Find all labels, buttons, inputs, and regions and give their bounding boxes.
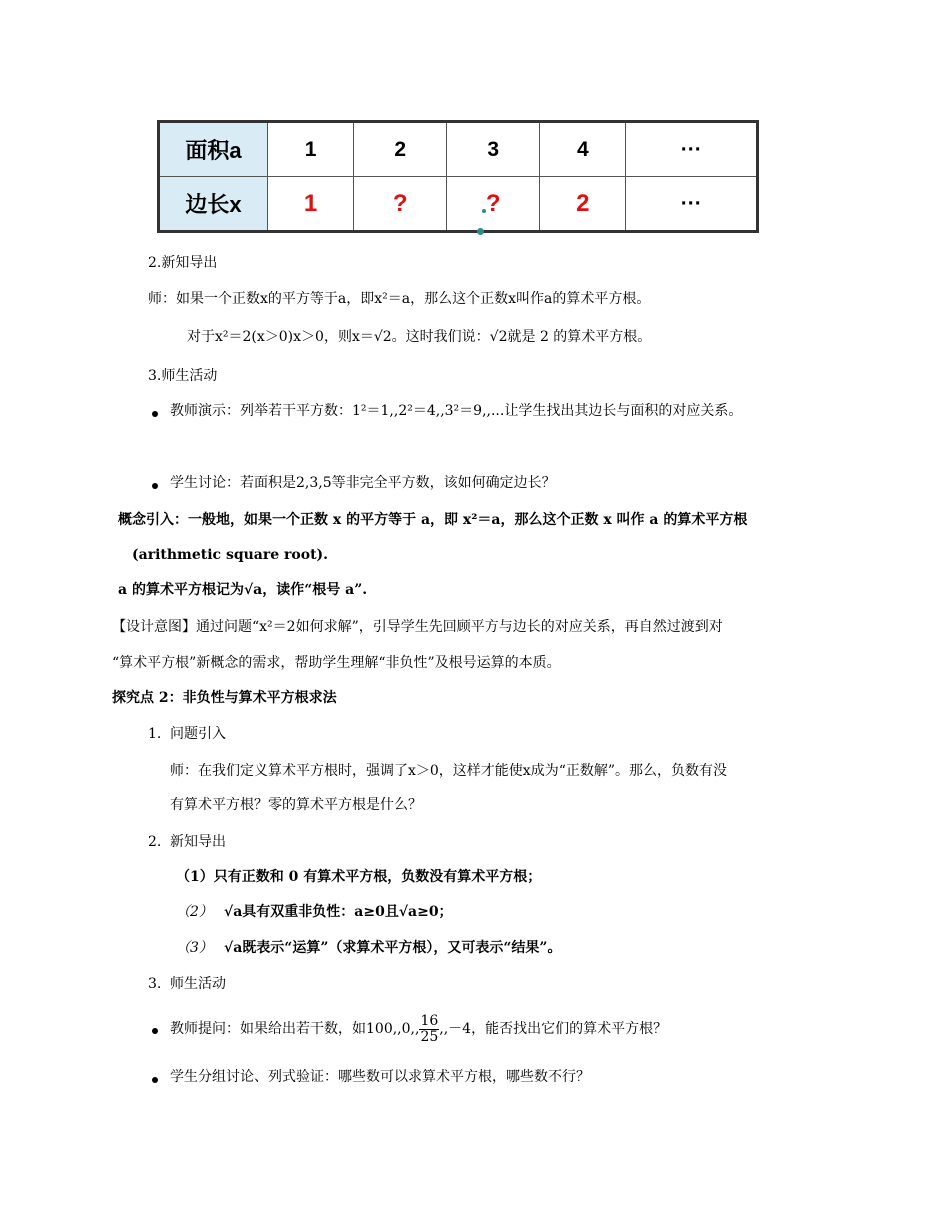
rule-1: （1）只有正数和 0 有算术平方根，负数没有算术平方根； (176, 869, 542, 885)
section-3-title: 3.师生活动 (148, 368, 218, 384)
bullet-icon (152, 1028, 158, 1034)
teacher-question (170, 1010, 667, 1048)
rule-3-prefix: （3） (176, 940, 213, 956)
design-intent-line1: 【设计意图】通过问题“x²＝2如何求解”，引导学生先回顾平方与边长的对应关系，再自然过渡到对 (112, 619, 723, 635)
part1-title: 问题引入 (170, 726, 226, 742)
rule-2: √a具有双重非负性：a≥0且√a≥0； (224, 904, 453, 920)
teacher-definition: 师：如果一个正数x的平方等于a，即x²＝a，那么这个正数x叫作a的算术平方根。 (148, 291, 651, 307)
table-row (159, 177, 758, 232)
table-header-area: 面积a (159, 122, 268, 177)
part1-text-line2: 有算术平方根？零的算术平方根是什么？ (170, 797, 422, 813)
fraction-numerator: 16 (420, 1012, 439, 1029)
table-cell: 4 (540, 122, 626, 177)
table-header-side: 边长x (159, 177, 268, 232)
selection-dot (482, 209, 486, 213)
teacher-question-post: ,,－4，能否找出它们的算术平方根？ (439, 1021, 668, 1037)
part2-title: 新知导出 (170, 834, 226, 850)
part2-number: 2. (148, 834, 162, 850)
rule-2-prefix: （2） (176, 904, 213, 920)
section-2-title: 2.新知导出 (148, 255, 218, 271)
part1-text-line1: 师：在我们定义算术平方根时，强调了x＞0，这样才能使x成为“正数解”。那么，负数有没 (170, 763, 728, 779)
design-intent-line2: “算术平方根”新概念的需求，帮助学生理解“非负性”及根号运算的本质。 (112, 655, 561, 671)
table-cell: 1 (268, 177, 354, 232)
area-side-table (157, 120, 759, 233)
table-cell: ··· (626, 122, 758, 177)
table-row (159, 122, 758, 177)
explore-point-2-title: 探究点 2：非负性与算术平方根求法 (112, 690, 337, 706)
fraction-16-25 (419, 1014, 439, 1044)
concept-intro: 概念引入：一般地，如果一个正数 x 的平方等于 a，即 x²＝a，那么这个正数 x 叫作 a 的算术平方根 (118, 512, 748, 528)
table-cell: 2 (540, 177, 626, 232)
concept-english: (arithmetic square root). (132, 547, 329, 563)
part1-number: 1. (148, 726, 162, 742)
activity-demo: 教师演示：列举若干平方数：1²＝1,,2²＝4,,3²＝9,,...让学生找出其边长与面积的对应关系。 (170, 403, 743, 419)
bullet-icon (152, 1077, 158, 1083)
group-discussion: 学生分组讨论、列式验证：哪些数可以求算术平方根，哪些数不行？ (170, 1069, 590, 1085)
table-cell: 2 (354, 122, 447, 177)
table-cell: 3 (447, 122, 540, 177)
bullet-icon (152, 411, 158, 417)
table-cell: 1 (268, 122, 354, 177)
rule-3: √a既表示“运算”（求算术平方根），又可表示“结果”。 (224, 940, 562, 956)
fraction-denominator: 25 (420, 1028, 439, 1045)
table-cell: ? (447, 177, 540, 232)
selection-handle[interactable] (477, 228, 484, 235)
activity-discussion: 学生讨论：若面积是2,3,5等非完全平方数，该如何确定边长？ (170, 475, 556, 491)
table-cell: ? (354, 177, 447, 232)
concept-notation: a 的算术平方根记为√a，读作“根号 a”. (118, 582, 368, 598)
part3-number: 3. (148, 976, 162, 992)
bullet-icon (152, 483, 158, 489)
table-cell: ··· (626, 177, 758, 232)
teacher-question-pre: 教师提问：如果给出若干数，如100,,0,, (170, 1021, 420, 1037)
part3-title: 师生活动 (170, 976, 226, 992)
sqrt2-example: 对于x²＝2(x＞0)x＞0，则x＝√2。这时我们说：√2就是 2 的算术平方根。 (187, 329, 652, 345)
